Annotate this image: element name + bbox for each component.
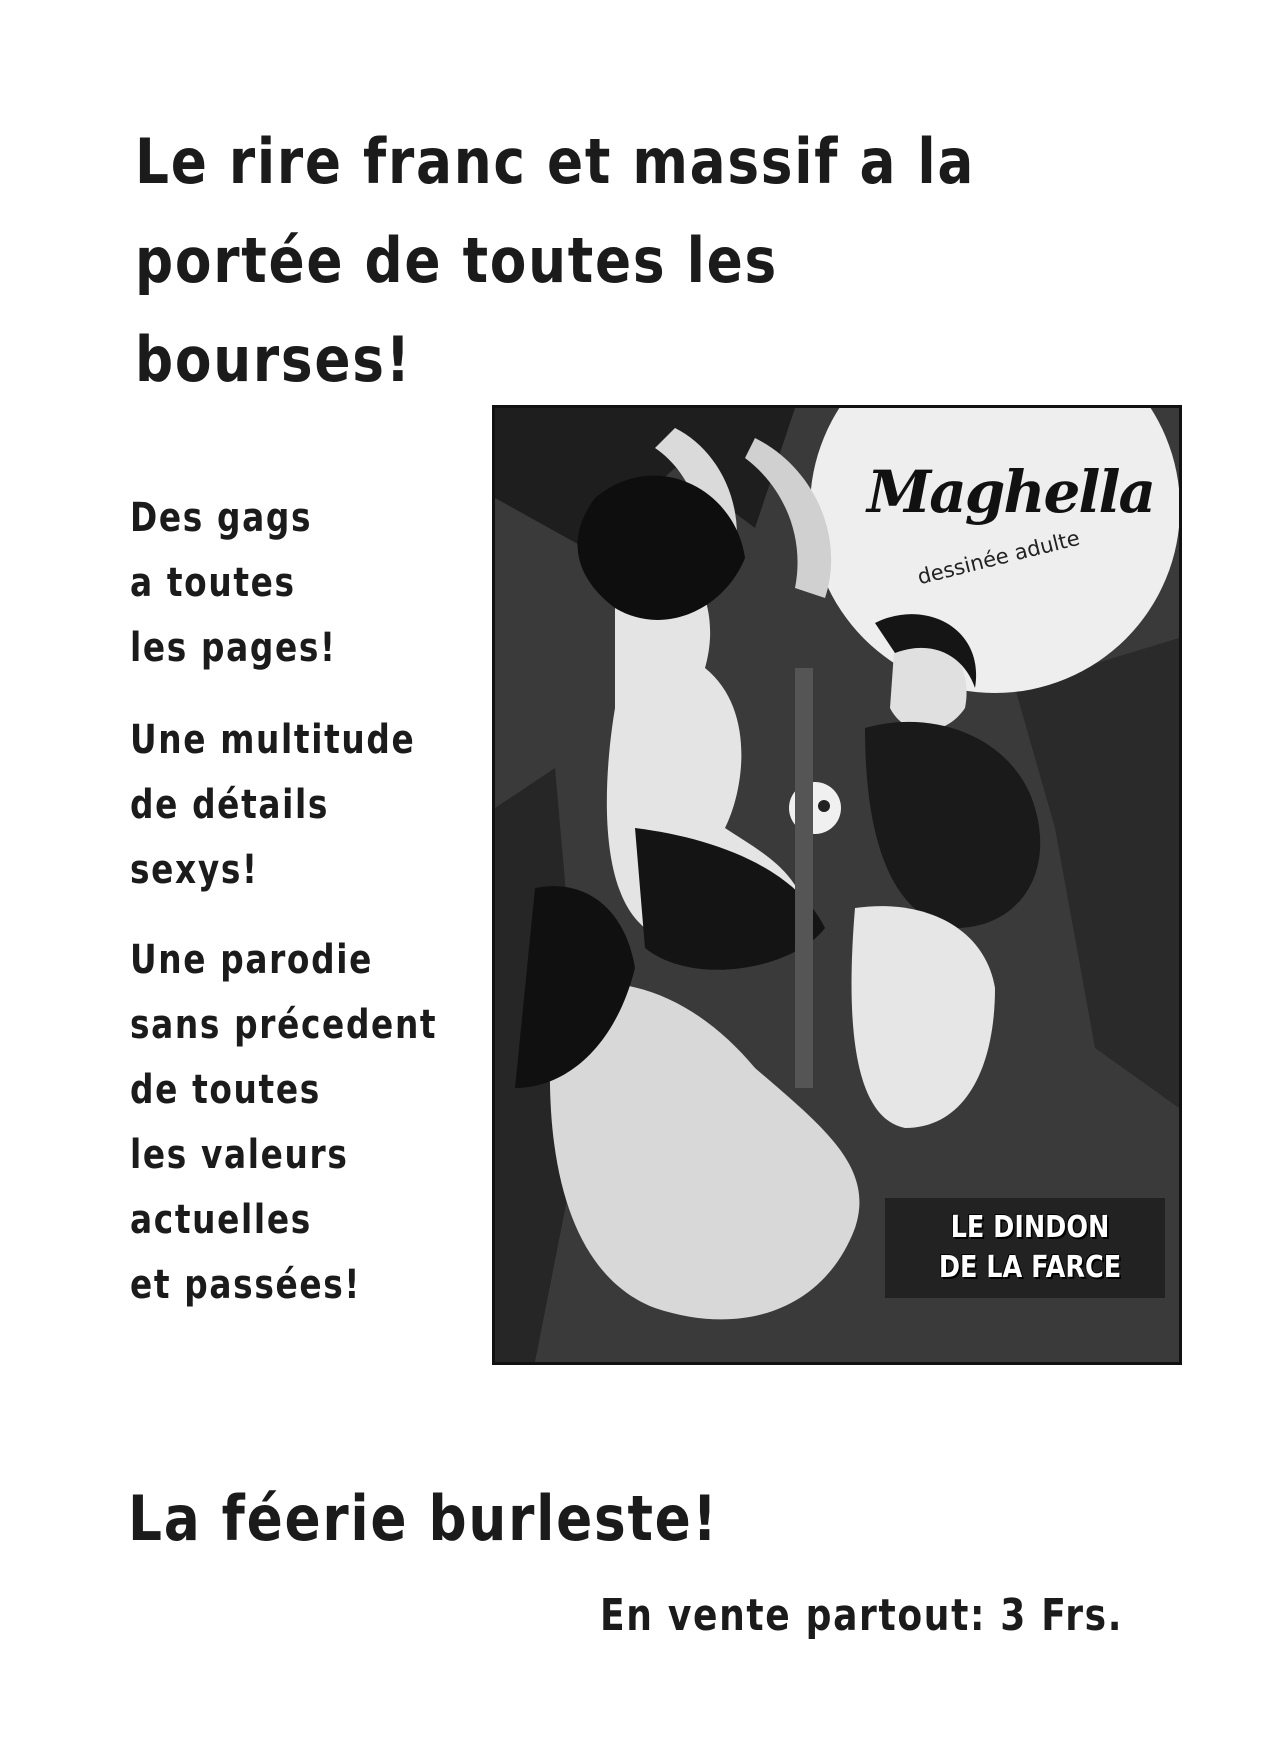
blurb-details: Une multitude de détails sexys!	[130, 717, 416, 893]
price-line: En vente partout: 3 Frs.	[600, 1590, 1124, 1641]
cover-subtitle: dessinée adulte	[915, 525, 1083, 590]
headline: Le rire franc et massif a la portée de toutes les bourses!	[135, 125, 976, 397]
tagline: La féerie burleste!	[128, 1482, 719, 1555]
cover-story-title: LE DINDON DE LA FARCE	[938, 1210, 1122, 1285]
blurb-gags: Des gags a toutes les pages!	[130, 495, 337, 671]
blurb-parody: Une parodie sans précedent de toutes les valeurs actuelles et passées!	[130, 937, 438, 1308]
cover-title: Maghella	[867, 458, 1155, 526]
comic-cover	[492, 405, 1182, 1365]
